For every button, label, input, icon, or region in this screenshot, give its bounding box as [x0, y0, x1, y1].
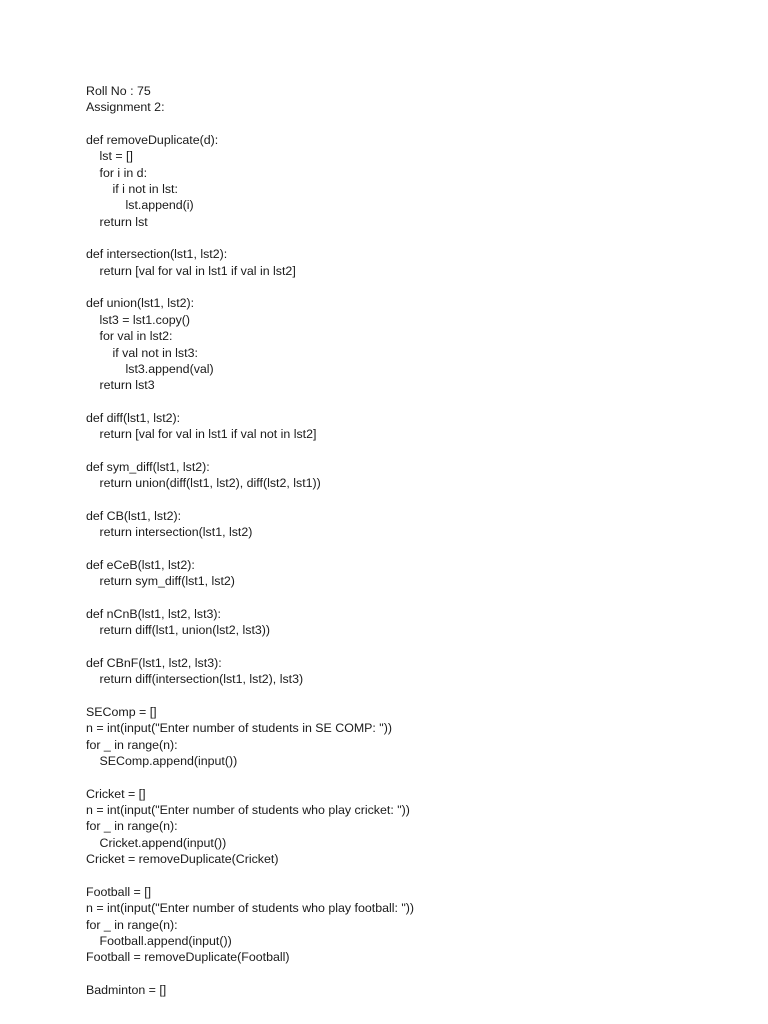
code-line: for i in d:: [99, 165, 148, 180]
code-line: return sym_diff(lst1, lst2): [99, 574, 235, 589]
code-line: if val not in lst3:: [112, 345, 198, 360]
code-line: Cricket = removeDuplicate(Cricket): [86, 852, 279, 867]
code-line: def nCnB(lst1, lst2, lst3):: [86, 607, 221, 621]
blank-line: [86, 868, 414, 884]
code-line: return union(diff(lst1, lst2), diff(lst2, lst1)): [99, 476, 321, 491]
code-line: return lst: [99, 214, 148, 229]
code-line: n = int(input("Enter number of students in SE COMP: ")): [86, 721, 392, 736]
code-line: def CB(lst1, lst2):: [86, 508, 182, 523]
document-page: [86, 83, 414, 998]
code-line: Roll No : 75: [86, 84, 151, 98]
blank-line: [86, 639, 414, 655]
code-line: for _ in range(n):: [86, 917, 178, 932]
code-line: return diff(intersection(lst1, lst2), lst3): [99, 672, 304, 687]
blank-line: [86, 279, 414, 295]
code-line: Football = removeDuplicate(Football): [86, 950, 290, 965]
blank-line: [86, 966, 414, 982]
code-line: lst3.append(val): [125, 361, 214, 376]
code-line: lst3 = lst1.copy(): [99, 312, 191, 327]
code-line: def removeDuplicate(d):: [86, 133, 219, 148]
code-line: def sym_diff(lst1, lst2):: [86, 459, 210, 474]
code-line: return [val for val in lst1 if val in lst2]: [99, 263, 296, 278]
code-line: n = int(input("Enter number of students who play cricket: ")): [86, 803, 410, 818]
blank-line: [86, 590, 414, 606]
code-line: return intersection(lst1, lst2): [99, 525, 253, 540]
blank-line: [86, 394, 414, 410]
blank-line: [86, 769, 414, 785]
code-line: if i not in lst:: [112, 182, 178, 197]
code-line: def eCeB(lst1, lst2):: [86, 557, 195, 572]
code-line: lst = []: [99, 149, 133, 164]
code-line: for val in lst2:: [99, 329, 173, 344]
code-line: SEComp.append(input()): [99, 754, 238, 769]
code-line: def diff(lst1, lst2):: [86, 410, 181, 425]
code-line: SEComp = []: [86, 705, 157, 720]
blank-line: [86, 443, 414, 459]
code-line: lst.append(i): [125, 198, 194, 213]
code-line: n = int(input("Enter number of students who play football: ")): [86, 901, 415, 916]
code-line: return lst3: [99, 378, 155, 393]
code-line: Badminton = []: [86, 982, 167, 997]
code-line: for _ in range(n):: [86, 737, 178, 752]
blank-line: [86, 492, 414, 508]
code-line: Cricket.append(input()): [99, 835, 227, 850]
blank-line: [86, 230, 414, 246]
code-line: Assignment 2:: [86, 100, 165, 115]
code-line: Football = []: [86, 884, 152, 899]
code-line: return [val for val in lst1 if val not in lst2]: [99, 427, 317, 442]
blank-line: [86, 541, 414, 557]
blank-line: [86, 688, 414, 704]
code-line: def union(lst1, lst2):: [86, 296, 195, 311]
blank-line: [86, 116, 414, 132]
code-line: for _ in range(n):: [86, 819, 178, 834]
code-line: def CBnF(lst1, lst2, lst3):: [86, 656, 222, 671]
code-line: def intersection(lst1, lst2):: [86, 247, 228, 262]
code-line: return diff(lst1, union(lst2, lst3)): [99, 623, 271, 638]
code-line: Cricket = []: [86, 786, 146, 801]
code-line: Football.append(input()): [99, 933, 232, 948]
